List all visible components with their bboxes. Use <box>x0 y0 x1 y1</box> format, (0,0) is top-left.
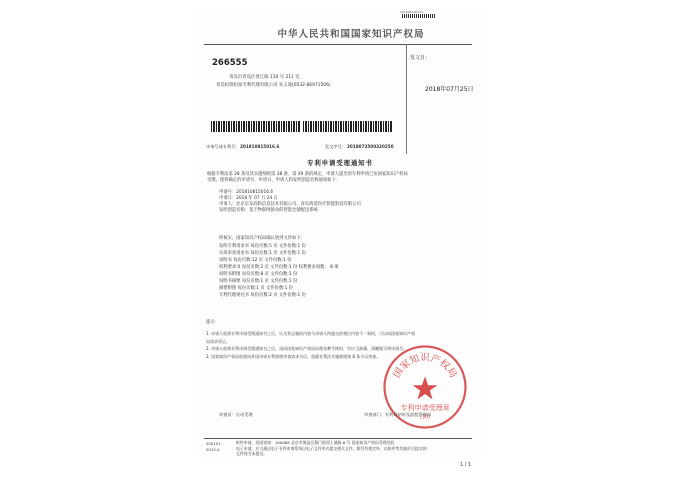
document-item: 专利代理委托书 每份页数:2 页 文件份数:1 份 <box>219 293 306 298</box>
page-number: 1 / 1 <box>460 462 472 468</box>
document-item: 实质审查请求书 每份页数:1 页 文件份数:1 份 <box>219 251 306 256</box>
department-label: 审查部门：专利局初审及流程管理部 <box>364 412 432 417</box>
field-line: 申请日：2018 年 07 月 24 日 <box>219 196 278 201</box>
field-line: 申请号：201810815016.6 <box>219 190 274 195</box>
note-line: 3. 国家知识产权局收到向外国申请专利保密审查请求书后，依据专利法实施细则第 8 条予以审查。 <box>206 353 381 359</box>
document-item: 摘要附图 每份页数:1 页 文件份数:1 份 <box>219 286 293 291</box>
barcode-right <box>303 121 393 132</box>
ref-label: 发文序号： <box>325 144 346 149</box>
document-item: 说明书摘要 每份页数:1 页 文件份数:1 份 <box>219 279 298 284</box>
barcode-left <box>211 121 301 132</box>
note-line: 局请求更正。 <box>206 338 230 344</box>
application-fields <box>219 190 361 214</box>
intro-line: 受理。现将确定的申请号、申请日、申请人和发明创造名称通知如下： <box>207 178 341 183</box>
footer-line: 电子申请，应当通过电子专利申请系统以电子文件形式提交相关文件。除另有规定外，以纸件等其他形式提交的 <box>236 445 427 451</box>
received-documents <box>219 243 338 299</box>
intro-line: 根据专利法第 28 条及其实施细则第 38 条、第 39 条的规定，申请人提出的专利申请已由国家知识产权局 <box>207 172 408 177</box>
notes-title: 提示： <box>206 320 219 325</box>
footer-line: 纸件申请，回函请寄：100088 北京市海淀区蓟门桥西土城路 6 号 国家知识产权局受理处收 <box>236 440 395 445</box>
note-line: 1. 申请人收到专利申请受理通知书之后，认为其记载的内容与申请人所提交的相应内容不一致时，可以向国家知识产权 <box>206 331 416 336</box>
postcode-number: 266555 <box>212 58 248 68</box>
vertical-divider <box>406 44 407 154</box>
seal-star-icon <box>413 376 438 399</box>
footer-notes <box>236 440 427 457</box>
app-no-value: 201810815016.6 <box>240 144 280 149</box>
header-divider <box>204 44 472 45</box>
seal-bottom-text: 专利申请受理章 <box>400 402 450 412</box>
document-item: 发明专利请求书 每份页数:5 页 文件份数:1 份 <box>219 244 306 249</box>
footer-divider <box>204 438 472 439</box>
fawen-label: 发文日： <box>410 55 431 61</box>
notice-title: 专利申请受理通知书 <box>307 160 373 167</box>
recipient-name: 青岛恒瑞恒知专利代理有限公司 朱玉迪(0532-86971506) <box>216 83 331 88</box>
app-no-label: 申请号或专利号： <box>206 144 240 149</box>
footer-code-1: 200101 <box>206 441 221 446</box>
document-item: 说明书 每份页数:12 页 文件份数:1 份 <box>219 258 292 263</box>
fawen-date: 2018年07月25日 <box>425 86 474 93</box>
document-item: 权利要求书 每份页数:2 页 文件份数:1 份 权利要求项数： 8 项 <box>219 265 339 270</box>
field-line: 发明创造名称：基于物联网驱动的智能仓储配送系统 <box>219 208 318 213</box>
ref-value: 2018072500320250 <box>347 144 394 149</box>
recipient-address: 青岛市青岛区香江路 110 号 211 室 <box>229 75 300 80</box>
seal-number: (30) <box>420 415 430 421</box>
top-barcode <box>402 14 436 18</box>
top-code: 201808140123 <box>400 10 423 14</box>
intro-paragraph <box>207 172 408 184</box>
seal-top-text: 国家知识产权局 <box>391 352 459 381</box>
docs-intro: 经核实，国家知识产权局确认收到文件如下： <box>219 236 305 241</box>
document-item: 说明书附图 每份页数:8 页 文件份数:1 份 <box>219 272 298 277</box>
office-header: 中华人民共和国国家知识产权局 <box>277 29 425 40</box>
footer-code-2: 2013.4 <box>206 447 220 452</box>
footer-line: 文件视为未提交。 <box>236 451 268 456</box>
note-line: 2. 申请人收到专利申请受理通知书之后，再向国家知识产权局办理各种手续时，均应当准确、清晰地写明申请号。 <box>206 346 408 351</box>
field-line: 申请人：北京京东尚科信息技术有限公司，青岛海道医疗智能科技有限公司 <box>219 202 361 207</box>
examiner-label: 审查员：自动受理 <box>219 412 253 417</box>
